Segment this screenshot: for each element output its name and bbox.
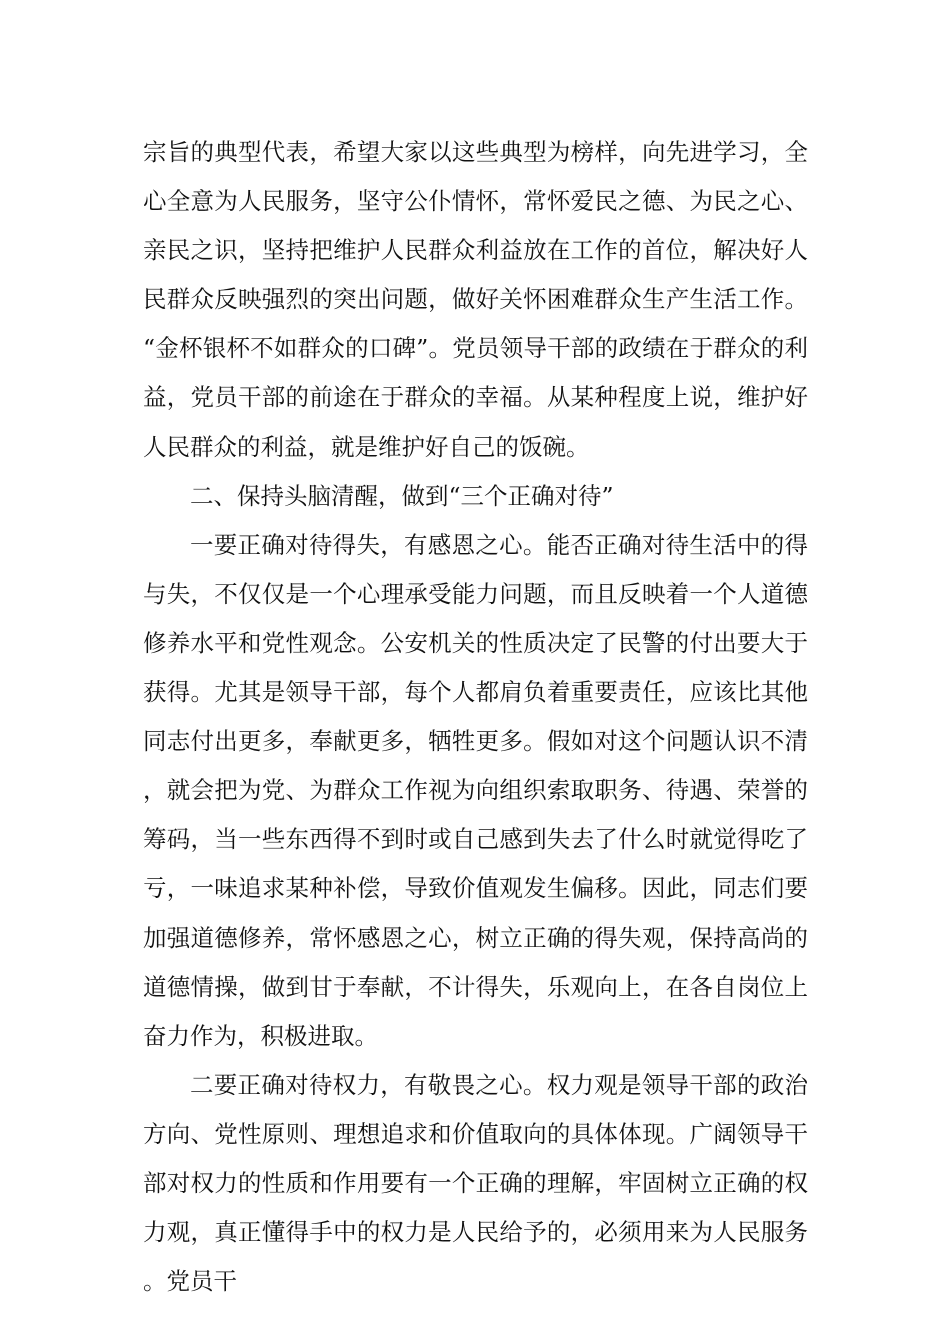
document-page <box>143 128 808 1306</box>
paragraph-continuation: 宗旨的典型代表，希望大家以这些典型为榜样，向先进学习，全心全意为人民服务，坚守公仆情怀，常怀爱民之德、为民之心、亲民之识，坚持把维护人民群众利益放在工作的首位，解决好人民群众反映强烈的突出问题，做好关怀困难群众生产生活工作。“金杯银杯不如群众的口碑”。党员领导干部的政绩在于群众的利益，党员干部的前途在于群众的幸福。从某种程度上说，维护好人民群众的利益，就是维护好自己的饭碗。 <box>143 138 808 461</box>
paragraph-gains-losses: 一要正确对待得失，有感恩之心。能否正确对待生活中的得与失，不仅仅是一个心理承受能力问题，而且反映着一个人道德修养水平和党性观念。公安机关的性质决定了民警的付出要大于获得。尤其是领导干部，每个人都肩负着重要责任，应该比其他同志付出更多，奉献更多，牺牲更多。假如对这个问题认识不清，就会把为党、为群众工作视为向组织索取职务、待遇、荣誉的筹码，当一些东西得不到时或自己感到失去了什么时就觉得吃了亏，一味追求某种补偿，导致价值观发生偏移。因此，同志们要加强道德修养，常怀感恩之心，树立正确的得失观，保持高尚的道德情操，做到甘于奉献，不计得失，乐观向上，在各自岗位上奋力作为，积极进取。 <box>143 530 808 1050</box>
section-heading: 二、保持头脑清醒，做到“三个正确对待” <box>190 481 614 510</box>
paragraph-power: 二要正确对待权力，有敬畏之心。权力观是领导干部的政治方向、党性原则、理想追求和价值取向的具体体现。广阔领导干部对权力的性质和作用要有一个正确的理解，牢固树立正确的权力观，真正懂得手中的权力是人民给予的，必须用来为人民服务。党员干 <box>143 1070 808 1296</box>
